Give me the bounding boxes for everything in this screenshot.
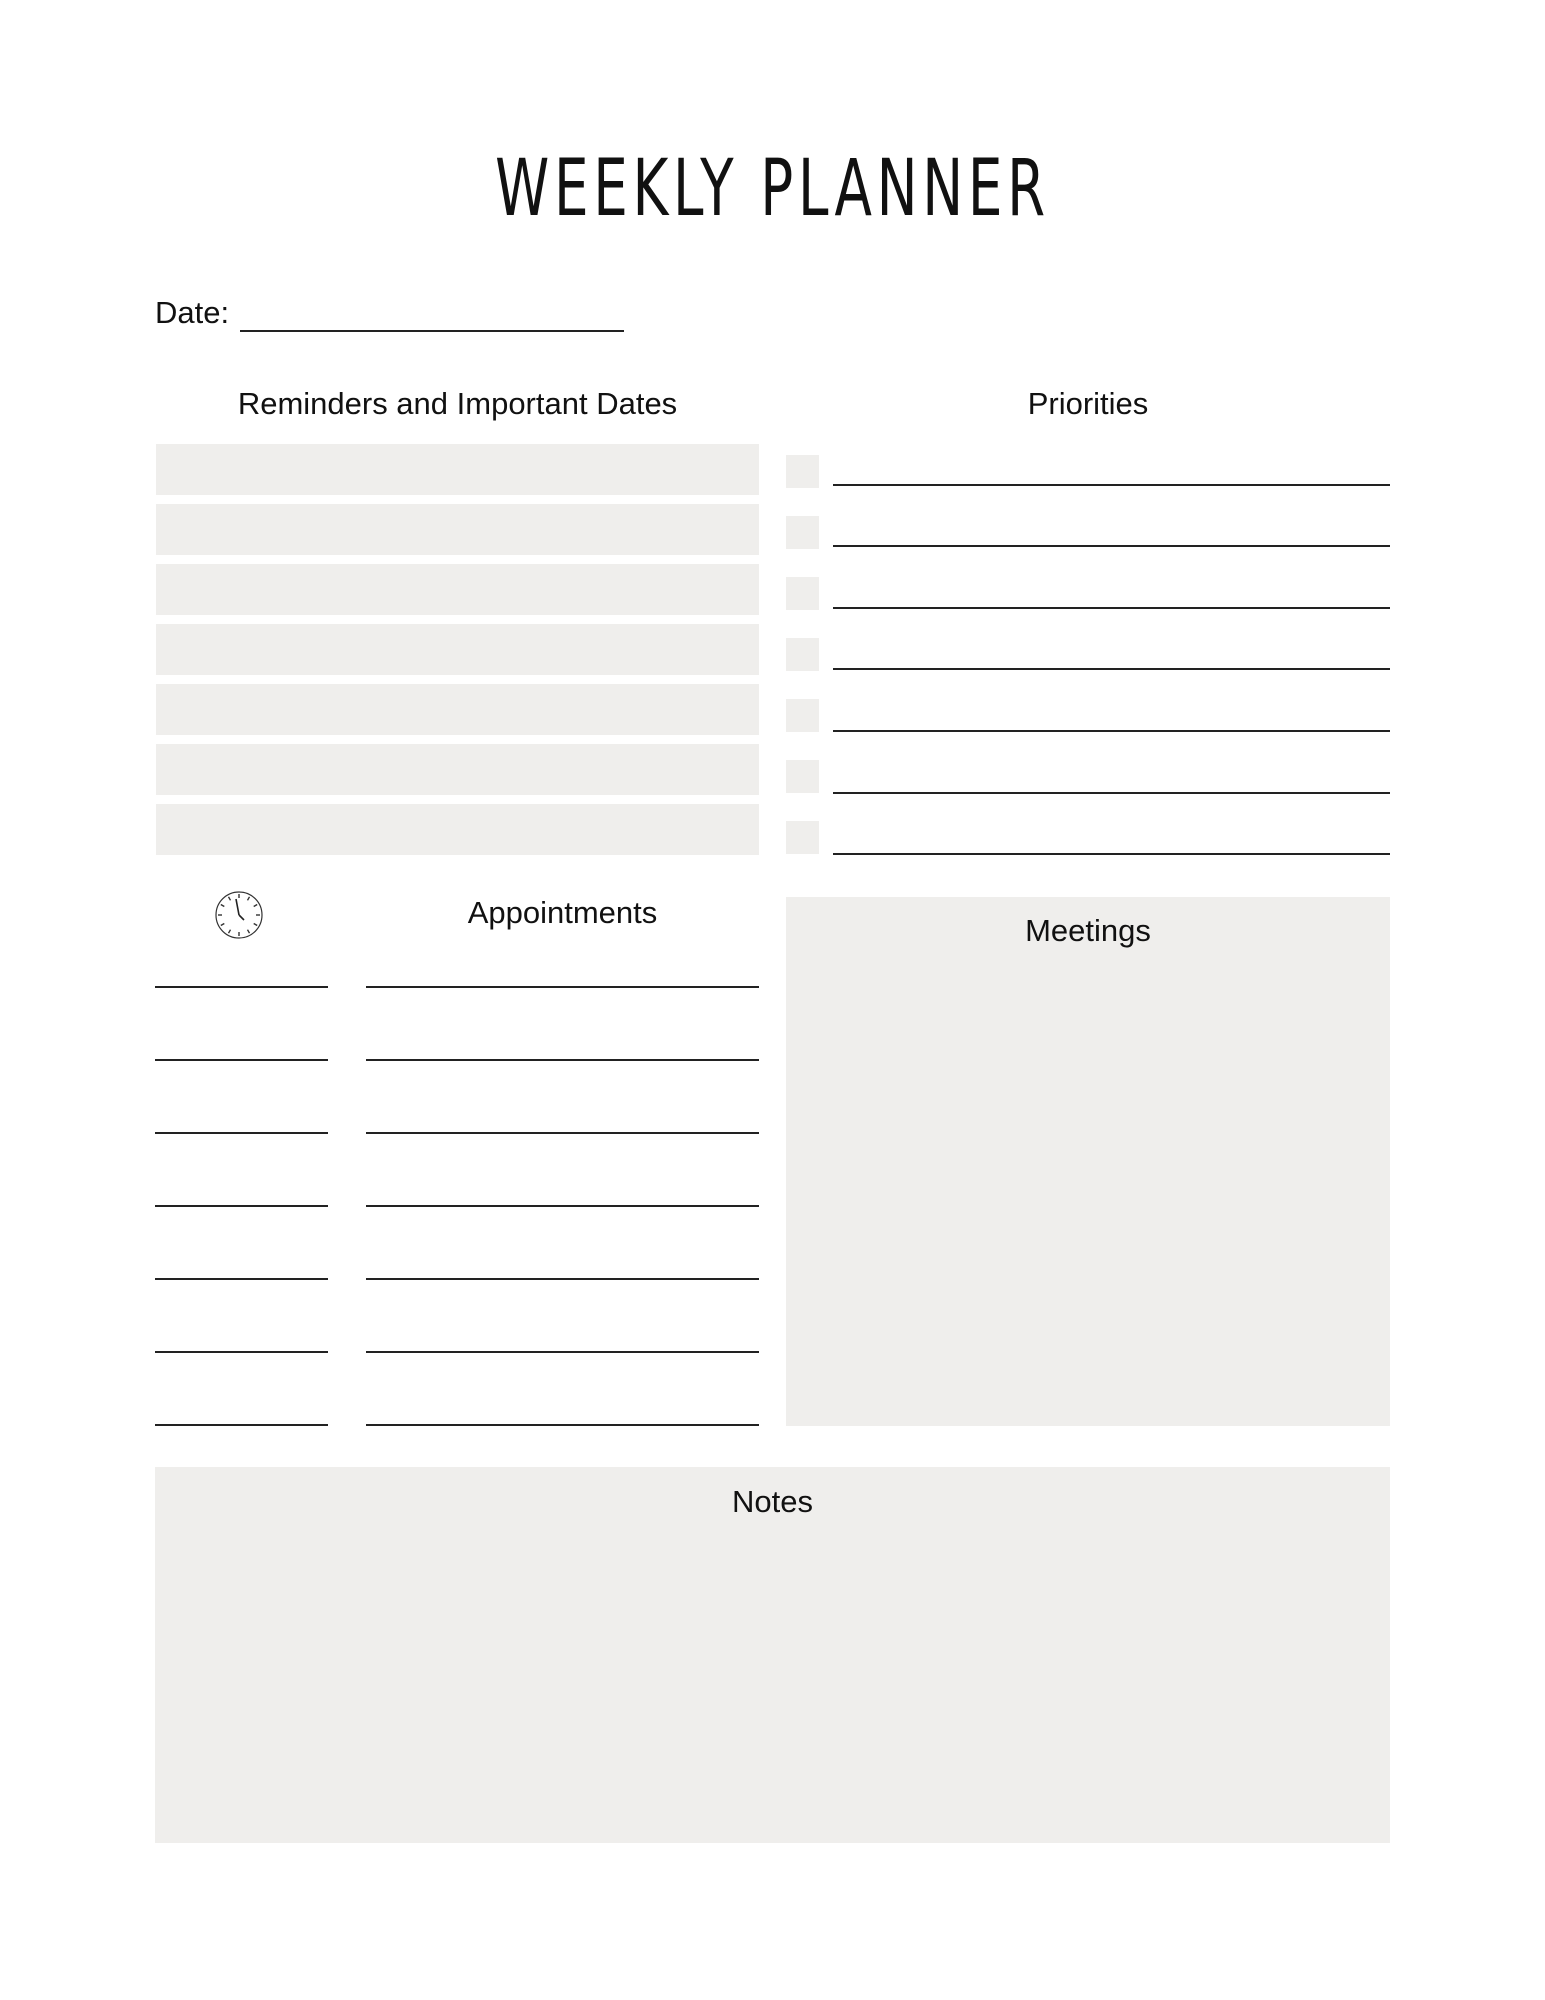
- page-title: WEEKLY PLANNER: [495, 144, 1050, 234]
- reminder-row[interactable]: [156, 624, 759, 675]
- appointment-time-line[interactable]: [155, 1132, 328, 1134]
- appointment-line[interactable]: [366, 1424, 759, 1426]
- meetings-heading: Meetings: [1025, 913, 1151, 948]
- appointment-line[interactable]: [366, 986, 759, 988]
- priority-line[interactable]: [833, 730, 1390, 732]
- notes-heading: Notes: [732, 1484, 813, 1519]
- appointment-line[interactable]: [366, 1278, 759, 1280]
- clock-icon: [214, 890, 264, 940]
- priority-checkbox[interactable]: [786, 821, 819, 854]
- date-field-line[interactable]: [240, 330, 624, 332]
- notes-box[interactable]: [155, 1467, 1390, 1843]
- appointment-time-line[interactable]: [155, 1205, 328, 1207]
- priorities-heading: Priorities: [1027, 386, 1149, 421]
- reminder-row[interactable]: [156, 744, 759, 795]
- priority-checkbox[interactable]: [786, 699, 819, 732]
- appointment-time-line[interactable]: [155, 986, 328, 988]
- appointment-line[interactable]: [366, 1205, 759, 1207]
- appointments-heading: Appointments: [467, 895, 658, 930]
- meetings-box[interactable]: [786, 897, 1390, 1426]
- reminder-row[interactable]: [156, 504, 759, 555]
- reminders-heading: Reminders and Important Dates: [237, 386, 678, 421]
- reminder-row[interactable]: [156, 804, 759, 855]
- priority-line[interactable]: [833, 853, 1390, 855]
- priority-checkbox[interactable]: [786, 516, 819, 549]
- reminder-row[interactable]: [156, 564, 759, 615]
- appointment-line[interactable]: [366, 1132, 759, 1134]
- priority-line[interactable]: [833, 484, 1390, 486]
- reminder-row[interactable]: [156, 444, 759, 495]
- appointment-time-line[interactable]: [155, 1278, 328, 1280]
- reminder-row[interactable]: [156, 684, 759, 735]
- appointment-time-line[interactable]: [155, 1424, 328, 1426]
- priority-line[interactable]: [833, 607, 1390, 609]
- appointment-time-line[interactable]: [155, 1059, 328, 1061]
- appointment-line[interactable]: [366, 1059, 759, 1061]
- date-label: Date:: [155, 295, 230, 330]
- priority-checkbox[interactable]: [786, 638, 819, 671]
- appointment-time-line[interactable]: [155, 1351, 328, 1353]
- priority-checkbox[interactable]: [786, 577, 819, 610]
- priority-line[interactable]: [833, 792, 1390, 794]
- priority-checkbox[interactable]: [786, 760, 819, 793]
- appointment-line[interactable]: [366, 1351, 759, 1353]
- priority-line[interactable]: [833, 545, 1390, 547]
- priority-line[interactable]: [833, 668, 1390, 670]
- priority-checkbox[interactable]: [786, 455, 819, 488]
